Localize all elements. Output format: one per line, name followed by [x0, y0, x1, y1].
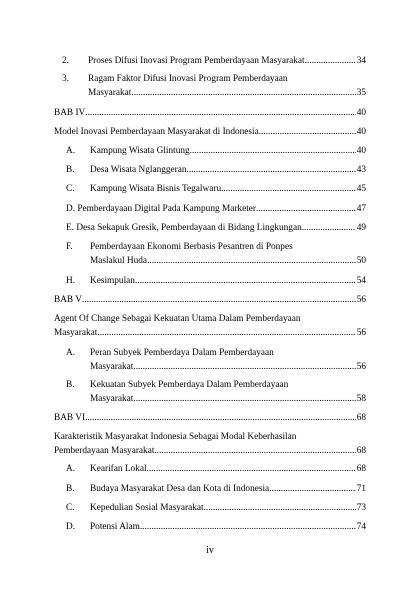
- toc-title-cont: Masyarakat: [90, 394, 134, 404]
- toc-number: A.: [66, 348, 76, 358]
- toc-page: 54: [356, 276, 366, 286]
- toc-leader: [190, 144, 356, 158]
- toc-leader: [256, 202, 356, 216]
- toc-leader: [302, 221, 356, 235]
- toc-title: Ragam Faktor Difusi Inovasi Program Pemberdayaan: [88, 74, 288, 84]
- toc-title: BAB V: [54, 295, 82, 305]
- toc-title: Kesimpulan: [90, 276, 135, 286]
- toc-page: 40: [356, 146, 366, 156]
- toc-title: Kampung Wisata Glintung: [90, 146, 190, 156]
- toc-page: 43: [356, 165, 366, 175]
- toc-number: 3.: [62, 74, 69, 84]
- toc-leader: [147, 254, 356, 268]
- toc-entry[interactable]: [66, 501, 366, 515]
- toc-page: 58: [356, 394, 366, 404]
- toc-entry[interactable]: [62, 72, 366, 100]
- toc-number: B.: [66, 165, 75, 175]
- toc-page: 49: [356, 223, 366, 233]
- toc-page: 68: [356, 446, 366, 456]
- toc-leader: [85, 411, 356, 425]
- toc-page: 74: [356, 522, 366, 532]
- toc-page: 40: [356, 108, 366, 118]
- toc-page: 34: [356, 56, 366, 66]
- toc-title: BAB IV: [54, 108, 86, 118]
- toc-page: 56: [356, 328, 366, 338]
- page-number: iv: [206, 545, 214, 556]
- toc-leader: [187, 163, 356, 177]
- toc-title: Proses Difusi Inovasi Program Pemberdayaan Masyarakat: [88, 56, 305, 66]
- toc-entry[interactable]: [66, 221, 366, 235]
- toc-entry[interactable]: [66, 520, 366, 534]
- toc-title: Kepedulian Sosial Masyarakat: [90, 503, 204, 513]
- toc-title: BAB VI: [54, 413, 86, 423]
- toc-title: Kampung Wisata Bisnis Tegalwaru: [90, 184, 222, 194]
- toc-entry[interactable]: [54, 312, 366, 340]
- toc-leader: [140, 520, 356, 534]
- toc-leader: [154, 444, 355, 458]
- toc-leader: [269, 482, 356, 496]
- toc-entry[interactable]: [66, 202, 366, 216]
- toc-title-cont: Masyarakat: [90, 362, 134, 372]
- toc-number: 2.: [62, 56, 69, 66]
- toc-title: Kearifan Lokal: [90, 464, 147, 474]
- toc-title-cont: Pemberdayaan Masyarakat: [54, 446, 155, 456]
- toc-page: 56: [356, 362, 366, 372]
- toc-entry[interactable]: [66, 144, 366, 158]
- toc-entry[interactable]: [66, 346, 366, 374]
- toc-title: Peran Subyek Pemberdaya Dalam Pemberdayaan: [90, 348, 274, 358]
- toc-entry[interactable]: [66, 462, 366, 476]
- toc-title: Model Inovasi Pemberdayaan Masyarakat di Indonesia: [54, 127, 259, 137]
- toc-page: 71: [356, 484, 366, 494]
- toc-leader: [147, 462, 356, 476]
- toc-number: F.: [66, 242, 73, 252]
- toc-entry[interactable]: [54, 411, 366, 425]
- toc-title: Budaya Masyarakat Desa dan Kota di Indonesia: [90, 484, 270, 494]
- toc-page: 35: [356, 88, 366, 98]
- toc-title-cont: Masyarakat: [54, 328, 98, 338]
- toc-page: 68: [356, 464, 366, 474]
- toc-number: D.: [66, 522, 76, 532]
- toc-title-cont: Masyarakat: [88, 88, 132, 98]
- toc-number: H.: [66, 276, 76, 286]
- toc-leader: [131, 86, 355, 100]
- toc-page: 73: [356, 503, 366, 513]
- toc-page: 47: [356, 204, 366, 214]
- toc-page: 68: [356, 413, 366, 423]
- toc-page: 56: [356, 295, 366, 305]
- toc-title: D. Pemberdayaan Digital Pada Kampung Marketer: [66, 204, 257, 214]
- toc-title: Potensi Alam: [90, 522, 140, 532]
- toc-entry[interactable]: [66, 378, 366, 406]
- toc-entry[interactable]: [54, 106, 366, 120]
- toc-title: Agent Of Change Sebagai Kekuatan Utama Dalam Pemberdayaan: [54, 314, 301, 324]
- toc-entry[interactable]: [66, 163, 366, 177]
- toc-leader: [133, 392, 355, 406]
- toc-leader: [82, 293, 356, 307]
- toc-number: C.: [66, 503, 75, 513]
- toc-entry[interactable]: [66, 482, 366, 496]
- toc-number: A.: [66, 464, 76, 474]
- toc-leader: [204, 501, 356, 515]
- toc-leader: [305, 54, 356, 68]
- toc-leader: [85, 106, 355, 120]
- toc-entry[interactable]: [66, 274, 366, 288]
- toc-entry[interactable]: [54, 125, 366, 139]
- toc-leader: [221, 182, 356, 196]
- toc-number: A.: [66, 146, 76, 156]
- toc-entry[interactable]: [62, 54, 366, 68]
- toc-title: Pemberdayaan Ekonomi Berbasis Pesantren di Ponpes: [90, 242, 293, 252]
- toc-number: C.: [66, 184, 75, 194]
- toc-title: Kekuatan Subyek Pemberdaya Dalam Pemberdayaan: [90, 380, 289, 390]
- toc-entry[interactable]: [66, 182, 366, 196]
- toc-leader: [133, 360, 355, 374]
- toc-title: Desa Wisata Nglanggeran: [90, 165, 187, 175]
- toc-title: Karakteristik Masyarakat Indonesia Sebagai Modal Keberhasilan: [54, 432, 297, 442]
- toc-number: B.: [66, 380, 75, 390]
- toc-page: 40: [356, 127, 366, 137]
- toc-page: 50: [356, 256, 366, 266]
- toc-leader: [135, 274, 356, 288]
- toc-number: B.: [66, 484, 75, 494]
- toc-title: E. Desa Sekapuk Gresik, Pemberdayaan di Bidang Lingkungan: [66, 223, 302, 233]
- toc-entry[interactable]: [54, 293, 366, 307]
- toc-entry[interactable]: [54, 430, 366, 458]
- toc-entry[interactable]: [66, 240, 366, 268]
- toc-leader: [97, 326, 355, 340]
- toc-title-cont: Maslakul Huda: [90, 256, 148, 266]
- toc-page: 45: [356, 184, 366, 194]
- toc-leader: [259, 125, 356, 139]
